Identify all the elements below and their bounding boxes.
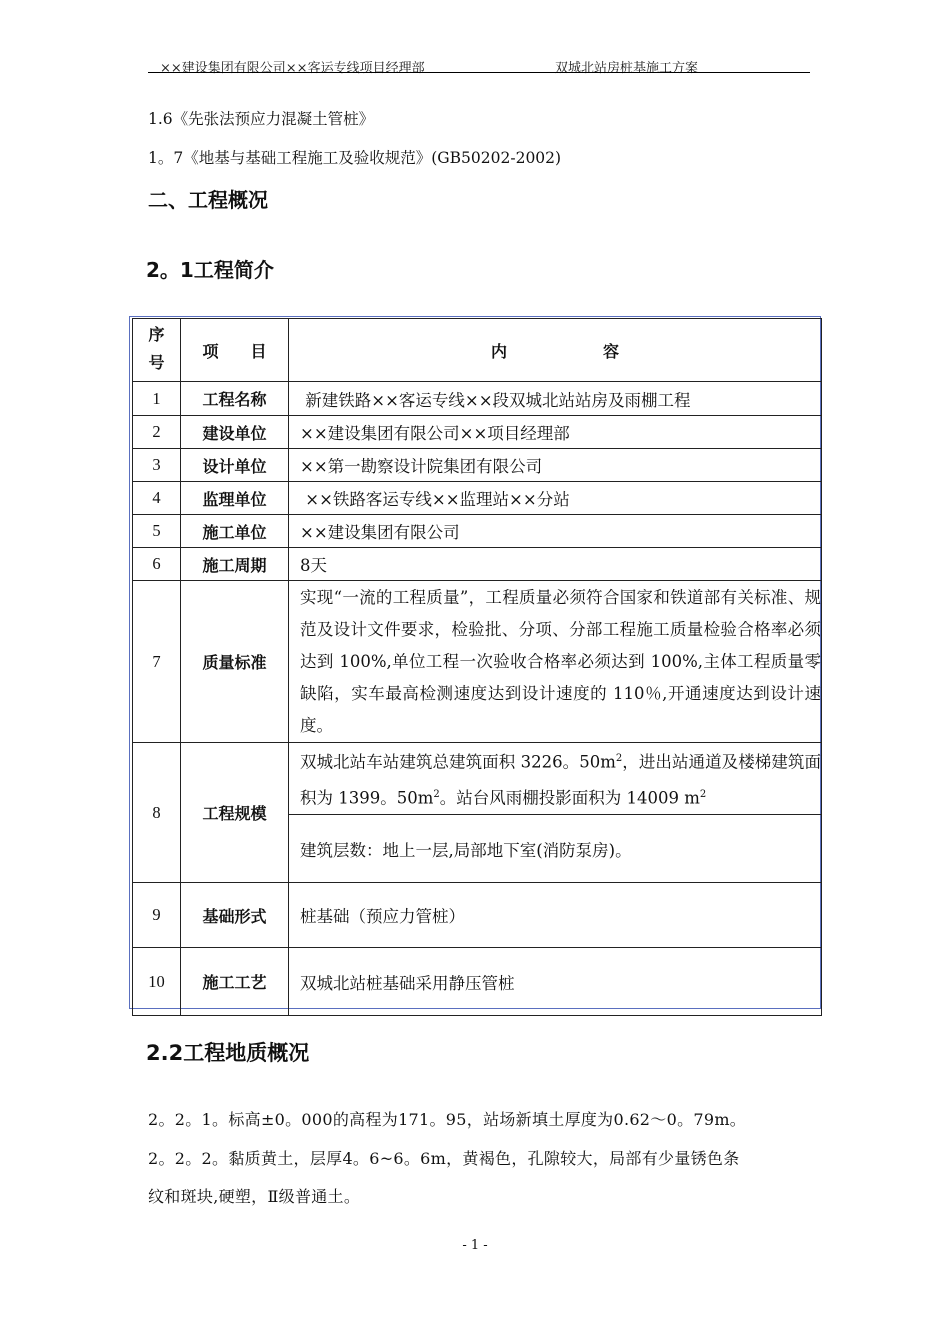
row-number: 8 xyxy=(133,743,181,883)
row-number: 9 xyxy=(133,883,181,948)
superscript-2: 2 xyxy=(699,788,707,800)
scale-text-3: 。站台风雨棚投影面积为 14009 m xyxy=(439,788,700,807)
row-content-floors: 建筑层数：地上一层,局部地下室(消防泵房)。 xyxy=(289,815,822,883)
subsection-title-geology: 2.2工程地质概况 xyxy=(146,1041,310,1065)
header-rule xyxy=(148,72,810,73)
table-row xyxy=(133,948,822,1016)
row-number: 10 xyxy=(133,948,181,1016)
header-item: 项 目 xyxy=(181,319,289,382)
table-row xyxy=(133,548,822,581)
row-number: 6 xyxy=(133,548,181,581)
reference-1-7: 1。7《地基与基础工程施工及验收规范》(GB50202-2002) xyxy=(148,149,562,167)
row-content: 实现“一流的工程质量”，工程质量必须符合国家和铁道部有关标准、规范及设计文件要求，检验批、分项、分部工程施工质量检验合格率必须达到 100%,单位工程一次验收合格率必须达到 100%,主体工程质量零缺陷，实车最高检测速度达到设计速度的 110％,开通速度达到设计速度。 xyxy=(289,581,822,743)
section-title-overview: 二、工程概况 xyxy=(148,188,268,212)
row-content: 双城北站桩基础采用静压管桩 xyxy=(289,948,822,1016)
row-item: 施工单位 xyxy=(181,515,289,548)
table-row xyxy=(133,482,822,515)
header-no: 序 号 xyxy=(133,319,181,382)
scale-text-2: ，进出站通道及楼梯建筑面积为 1399。50m xyxy=(300,752,821,807)
row-number: 7 xyxy=(133,581,181,743)
reference-1-6: 1.6《先张法预应力混凝土管桩》 xyxy=(148,110,375,128)
subsection-title-intro: 2。1工程简介 xyxy=(146,258,274,282)
geology-paragraph-2: 2。2。2。黏质黄土，层厚4。6~6。6m，黄褐色，孔隙较大，局部有少量锈色条 xyxy=(148,1149,740,1168)
row-item: 设计单位 xyxy=(181,449,289,482)
header-content: 内 容 xyxy=(289,319,822,382)
row-content: ××建设集团有限公司××项目经理部 xyxy=(289,416,822,449)
table-row xyxy=(133,416,822,449)
row-content: 桩基础（预应力管桩） xyxy=(289,883,822,948)
table-row xyxy=(133,581,822,743)
row-content: 新建铁路××客运专线××段双城北站站房及雨棚工程 xyxy=(289,382,822,416)
geology-paragraph-2-cont: 纹和斑块,硬塑，Ⅱ级普通土。 xyxy=(148,1187,361,1206)
row-content: ××第一勘察设计院集团有限公司 xyxy=(289,449,822,482)
row-item: 施工工艺 xyxy=(181,948,289,1016)
row-item: 施工周期 xyxy=(181,548,289,581)
project-info-table xyxy=(132,318,822,1016)
row-item: 监理单位 xyxy=(181,482,289,515)
row-number: 1 xyxy=(133,382,181,416)
row-content: ××建设集团有限公司 xyxy=(289,515,822,548)
row-content: ××铁路客运专线××监理站××分站 xyxy=(289,482,822,515)
table-row xyxy=(133,449,822,482)
table-row xyxy=(133,883,822,948)
page-number: - 1 - xyxy=(462,1238,488,1253)
table-header-row xyxy=(133,319,822,382)
table-row xyxy=(133,743,822,815)
row-number: 4 xyxy=(133,482,181,515)
superscript-2: 2 xyxy=(433,788,440,800)
table-row xyxy=(133,382,822,416)
row-item: 工程名称 xyxy=(181,382,289,416)
scale-text-1: 双城北站车站建筑总建筑面积 3226。50m xyxy=(300,752,616,772)
row-number: 2 xyxy=(133,416,181,449)
row-item: 工程规模 xyxy=(181,743,289,883)
row-number: 3 xyxy=(133,449,181,482)
row-content-scale xyxy=(289,743,822,815)
superscript-2: 2 xyxy=(615,753,623,764)
row-item: 质量标准 xyxy=(181,581,289,743)
geology-paragraph-1: 2。2。1。标高±0。000的高程为171。95，站场新填土厚度为0.62～0。79m。 xyxy=(148,1110,747,1129)
row-number: 5 xyxy=(133,515,181,548)
header-left-text: ××建设集团有限公司××客运专线项目经理部 xyxy=(160,61,425,76)
table-row xyxy=(133,515,822,548)
header-right-text: 双城北站房桩基施工方案 xyxy=(555,61,699,76)
row-item: 建设单位 xyxy=(181,416,289,449)
row-content: 8天 xyxy=(289,548,822,581)
row-item: 基础形式 xyxy=(181,883,289,948)
